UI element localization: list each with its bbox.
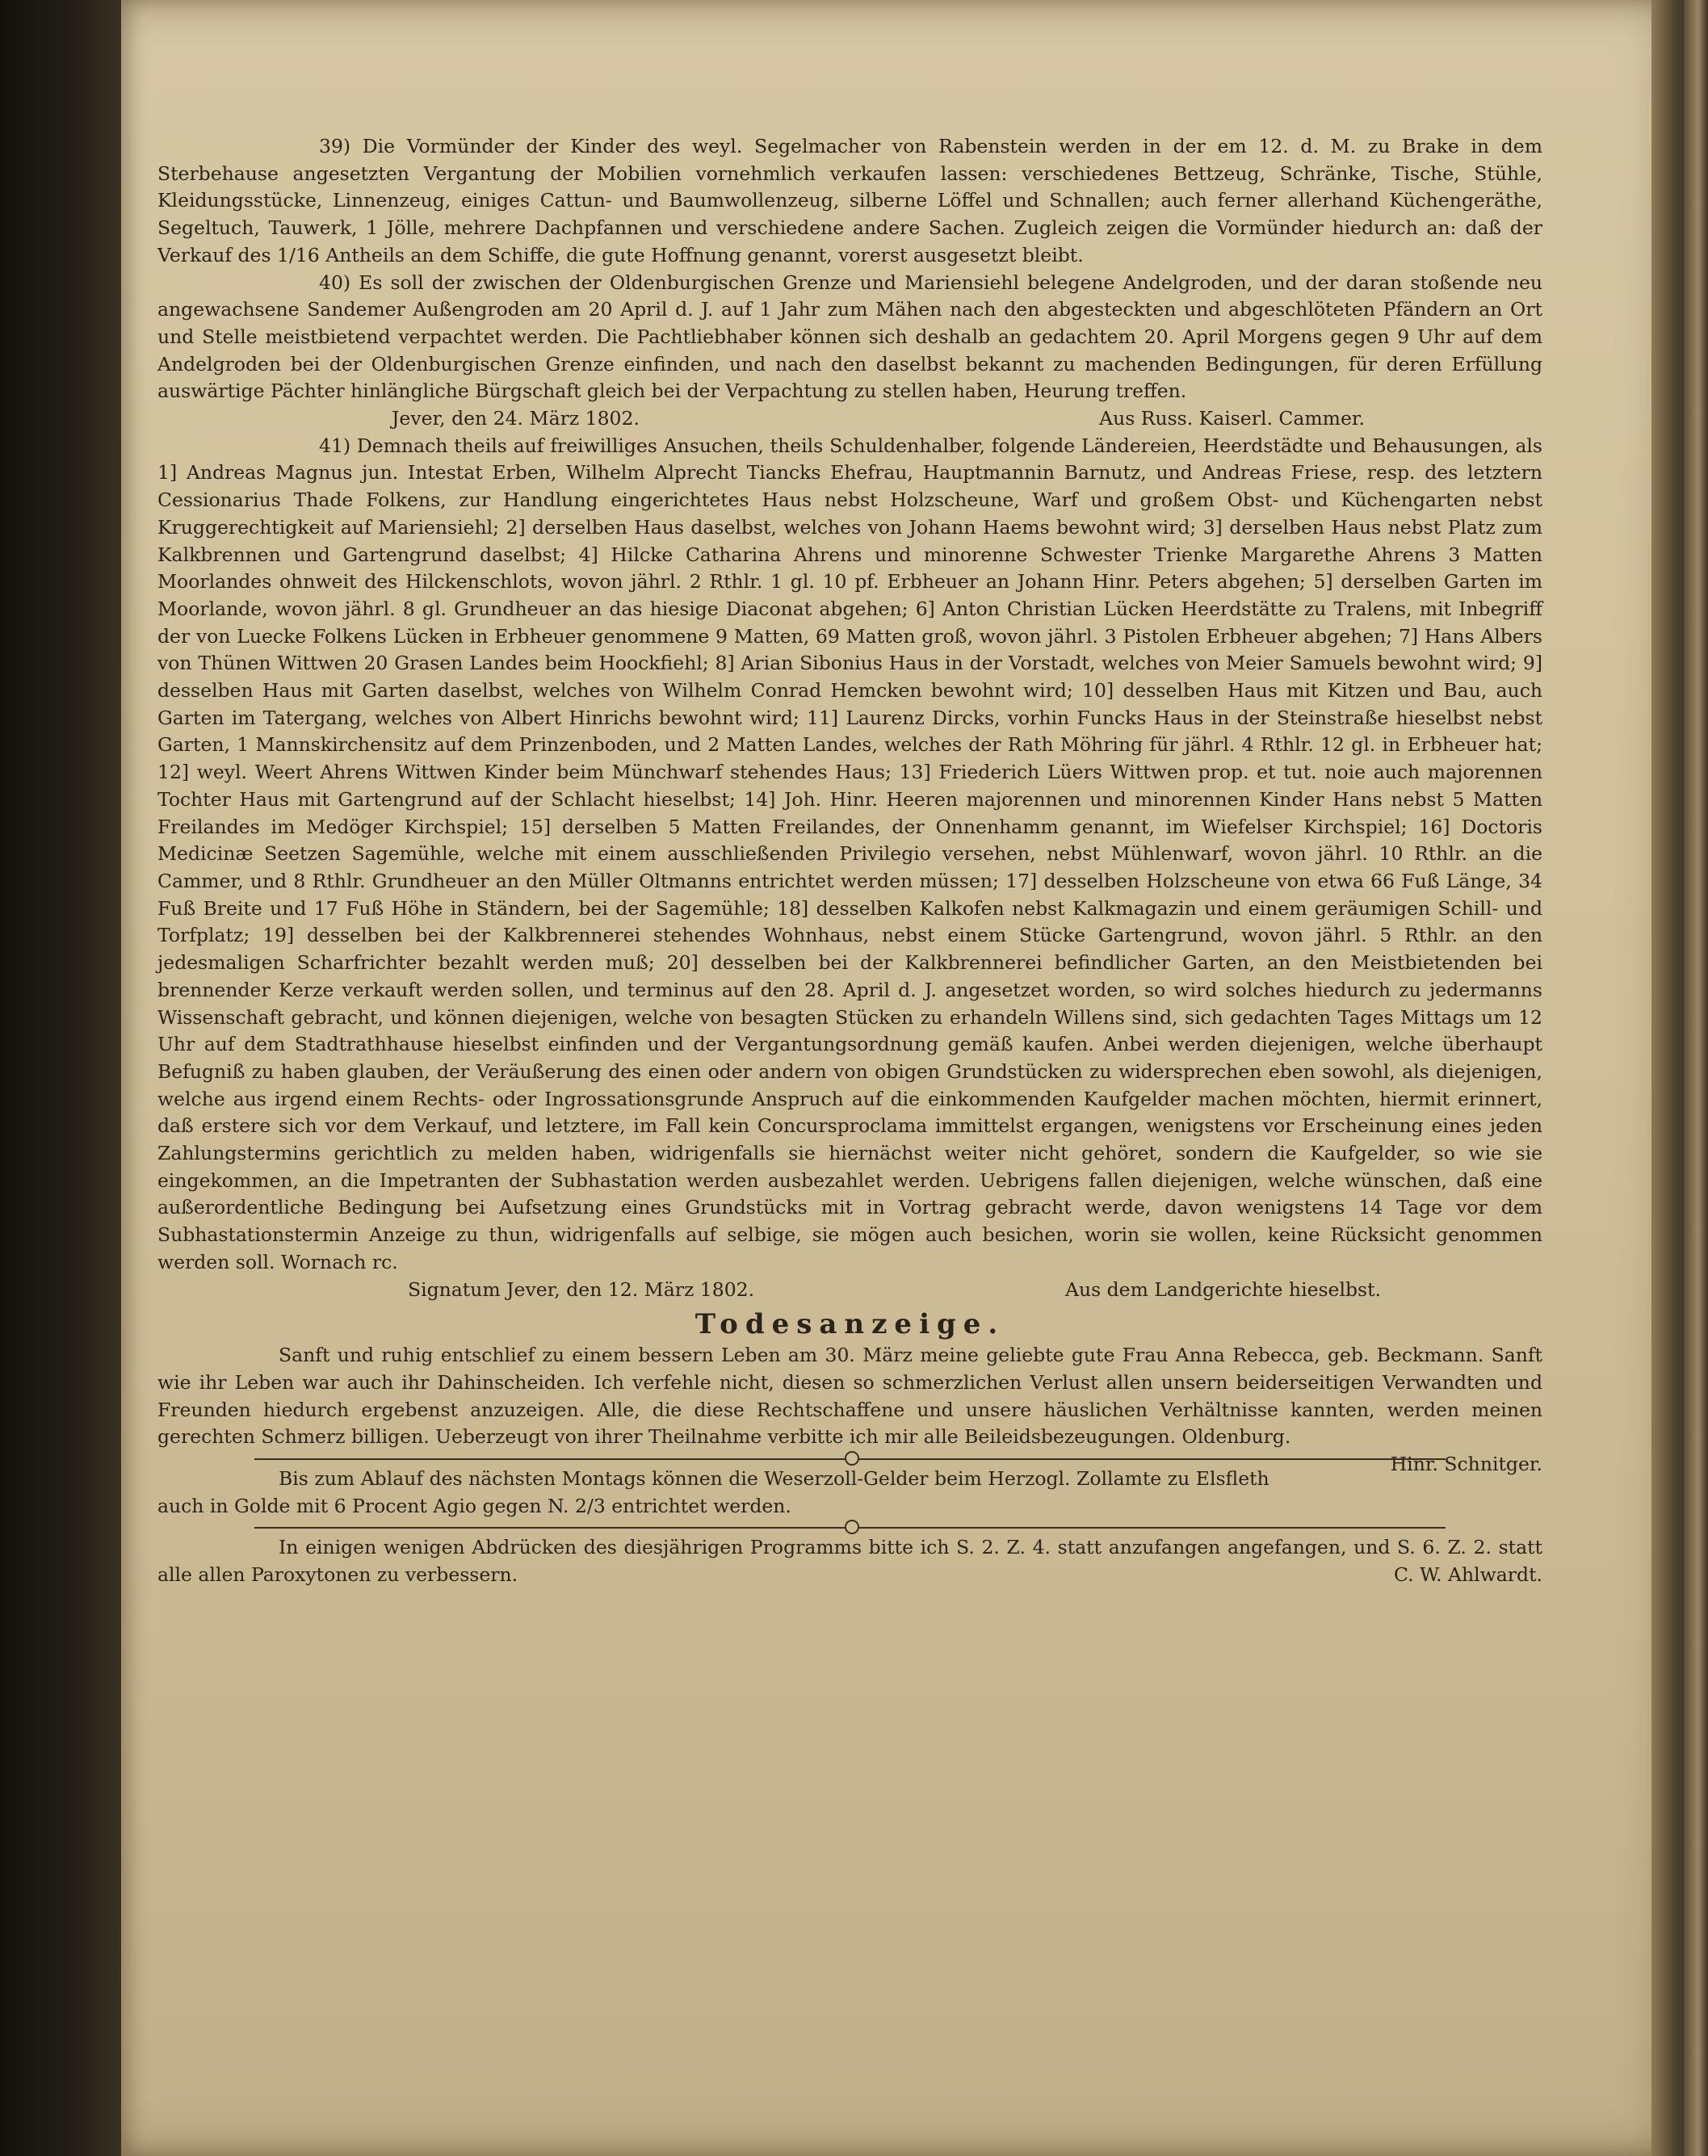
separator-ornament — [845, 1520, 859, 1534]
scan-border — [0, 0, 121, 2156]
death-notice-text: Sanft und ruhig entschlief zu einem bessern Leben am 30. März meine geliebte gute Frau Anna Rebecca, geb. Beckmann. Sanft wie ihr Leben war auch ihr Dahinscheiden. Ich verfehle nicht, diesen so schmerzlichen Verlust allen unsern beiderseitigen Verwandten und Freunden hiedurch ergebenst anzuzeigen. Alle, die diese Rechtschaffene und unsere häuslichen Verhältnisse kannten, werden meinen gerechten Schmerz billigen. Ueberzeugt von ihrer Theilnahme verbitte ich mir alle Beileidsbezeugungen. Oldenburg. — [157, 1344, 1542, 1449]
erratum-notice — [157, 1534, 1542, 1588]
death-notice-body — [157, 1342, 1542, 1476]
death-notice-heading: Todesanzeige. — [695, 1308, 1005, 1341]
page-text — [157, 133, 1542, 1589]
notice-39: 39) Die Vormünder der Kinder des weyl. Segelmacher von Rabenstein werden in der em 12. d. M. zu Brake in dem Sterbehause angesetzten Vergantung der Mobilien vornehmlich verkaufen lassen: verschiedenes Bettzeug, Schränke, Tische, Stühle, Kleidungsstücke, Linnenzeug, einiges Cattun- und Baumwollenzeug, silberne Löffel und Schnallen; auch ferner allerhand Küchengeräthe, Segeltuch, Tauwerk, 1 Jölle, mehrere Dachpfannen und verschiedene andere Sachen. Zugleich zeigen die Vormünder hiedurch an: daß der Verkauf des 1/16 Antheils an dem Schiffe, die gute Hoffnung genannt, vorerst ausgesetzt bleibt. — [157, 135, 1542, 266]
toll-notice: Bis zum Ablauf des nächsten Montags können die Weserzoll-Gelder beim Herzogl. Zollamte zu Elsfleth auch in Golde mit 6 Procent Agio gegen N. 2/3 entrichtet werden. — [157, 1467, 1269, 1517]
book-spine-edge — [1684, 0, 1708, 2156]
separator-ornament — [845, 1451, 859, 1466]
notice-41: 41) Demnach theils auf freiwilliges Ansuchen, theils Schuldenhalber, folgende Ländereien, Heerdstädte und Behausungen, als 1] Andreas Magnus jun. Intestat Erben, Wilhelm Alprecht Tiancks Ehefrau, Hauptmannin Barnutz, und Andreas Friese, resp. des letztern Cessionarius Thade Folkens, zur Handlung eingerichtetes Haus nebst Holzscheune, Warf und großem Obst- und Küchengarten nebst Kruggerechtigkeit auf Mariensiehl; 2] derselben Haus daselbst, welches von Johann Haems bewohnt wird; 3] derselben Haus nebst Platz zum Kalkbrennen und Gartengrund daselbst; 4] Hilcke Catharina Ahrens und minorenne Schwester Trienke Margarethe Ahrens 3 Matten Moorlandes ohnweit des Hilckenschlots, wovon jährl. 2 Rthlr. 1 gl. 10 pf. Erbheuer an Johann Hinr. Peters abgehen; 5] derselben Garten im Moorlande, wovon jährl. 8 gl. Grundheuer an das hiesige Diaconat abgehen; 6] Anton Christian Lücken Heerdstätte zu Tralens, mit Inbegriff der von Luecke Folkens Lücken in Erbheuer genommene 9 Matten, 69 Matten groß, wovon jährl. 3 Pistolen Erbheuer abgehen; 7] Hans Albers von Thünen Wittwen 20 Grasen Landes beim Hoockfiehl; 8] Arian Sibonius Haus in der Vorstadt, welches von Meier Samuels bewohnt wird; 9] desselben Haus mit Garten daselbst, welches von Wilhelm Conrad Hemcken bewohnt wird; 10] desselben Haus mit Kitzen und Bau, auch Garten im Tatergang, welches von Albert Hinrichs bewohnt wird; 11] Laurenz Dircks, vorhin Funcks Haus in der Steinstraße hieselbst nebst Garten, 1 Mannskirchensitz auf dem Prinzenboden, und 2 Matten Landes, welches der Rath Möhring für jährl. 4 Rthlr. 12 gl. in Erbheuer hat; 12] weyl. Weert Ahrens Wittwen Kinder beim Münchwarf stehendes Haus; 13] Friederich Lüers Wittwen prop. et tut. noie auch majorennen Tochter Haus mit Gartengrund auf der Schlacht hieselbst; 14] Joh. Hinr. Heeren majorennen und minorennen Kinder Hans nebst 5 Matten Freilandes im Medöger Kirchspiel; 15] derselben 5 Matten Freilandes, der Onnenhamm genannt, im Wiefelser Kirchspiel; 16] Doctoris Medicinæ Seetzen Sagemühle, welche mit einem ausschließenden Privilegio versehen, nebst Mühlenwarf, wovon jährl. 10 Rthlr. an die Cammer, und 8 Rthlr. Grundheuer an den Müller Oltmanns entrichtet werden müssen; 17] desselben Holzscheune von etwa 66 Fuß Länge, 34 Fuß Breite und 17 Fuß Höhe in Ständern, bei der Sagemühle; 18] desselben Kalkofen nebst Kalkmagazin und einem geräumigen Schill- und Torfplatz; 19] desselben bei der Kalkbrennerei stehendes Wohnhaus, nebst einem Stücke Gartengrund, wovon jährl. 5 Rthlr. an den jedesmaligen Scharfrichter bezahlt werden muß; 20] desselben bei der Kalkbrennerei befindlicher Garten, an den Meistbietenden bei brennender Kerze verkauft werden sollen, und terminus auf den 28. April d. J. angesetzet worden, so wird solches hiedurch zu jedermanns Wissenschaft gebracht, und können diejenigen, welche von besagten Stücken zu erhandeln Willens sind, sich gedachten Tages Mittags um 12 Uhr auf dem Stadtrathhause hieselbst einfinden und der Vergantungsordnung gemäß kaufen. Anbei werden diejenigen, welche überhaupt Befugniß zu haben glauben, der Veräußerung des einen oder andern von obigen Grundstücken zu widersprechen eben sowohl, als diejenigen, welche aus irgend einem Rechts- oder Ingrossationsgrunde Anspruch auf die einkommenden Kaufgelder machen möchten, hiermit erinnert, daß erstere sich vor dem Verkauf, und letztere, im Fall kein Concursproclama immittelst ergangen, wenigstens vor Erscheinung eines jeden Zahlungstermins gerichtlich zu melden haben, widrigenfalls sie hiernächst weiter nicht gehöret, sondern die Kaufgelder, so wie sie eingekommen, an die Impetranten der Subhastation werden ausbezahlet werden. Uebrigens fallen diejenigen, welche wünschen, daß eine außerordentliche Bedingung bei Aufsetzung eines Grundstücks mit in Vortrag gebracht werde, davon wenigstens 14 Tage vor dem Subhastationstermin Anzeige zu thun, widrigenfalls auf selbige, sie mögen auch besichen, worin sie wollen, keine Rücksicht genommen werden soll. Wornach rc. — [157, 434, 1542, 1273]
death-notice-signature: Hinr. Schnitger. — [1390, 1453, 1542, 1476]
separator-rule — [254, 1521, 1446, 1533]
notice-40-place-date: Jever, den 24. März 1802. — [392, 407, 640, 430]
notice-40-signature — [157, 405, 1542, 433]
notice-41-authority: Aus dem Landgerichte hieselbst. — [1064, 1277, 1381, 1301]
separator-rule — [254, 1453, 1446, 1464]
notice-41-signature — [157, 1277, 1542, 1304]
erratum-text: In einigen wenigen Abdrücken des diesjährigen Programms bitte ich S. 2. Z. 4. statt anzufangen angefangen, und S. 6. Z. 2. statt alle allen Paroxytonen zu verbessern. — [157, 1536, 1542, 1587]
notice-40-authority: Aus Russ. Kaiserl. Cammer. — [1099, 407, 1365, 430]
notice-41-place-date: Signatum Jever, den 12. März 1802. — [408, 1277, 755, 1301]
notice-40: 40) Es soll der zwischen der Oldenburgischen Grenze und Mariensiehl belegene Andelgroden, und der daran stoßende neu angewachsene Sandemer Außengroden am 20 April d. J. auf 1 Jahr zum Mähen nach den abgesteckten und abgeschlöteten Pfändern an Ort und Stelle meistbietend verpachtet werden. Die Pachtliebhaber können sich deshalb an gedachtem 20. April Morgens gegen 9 Uhr auf dem Andelgroden bei der Oldenburgischen Grenze einfinden, und nach den daselbst bekannt zu machenden Bedingungen, für deren Erfüllung auswärtige Pächter hinlängliche Bürgschaft gleich bei der Verpachtung zu stellen haben, Heurung treffen. — [157, 271, 1542, 403]
erratum-signature: C. W. Ahlwardt. — [1393, 1563, 1542, 1587]
